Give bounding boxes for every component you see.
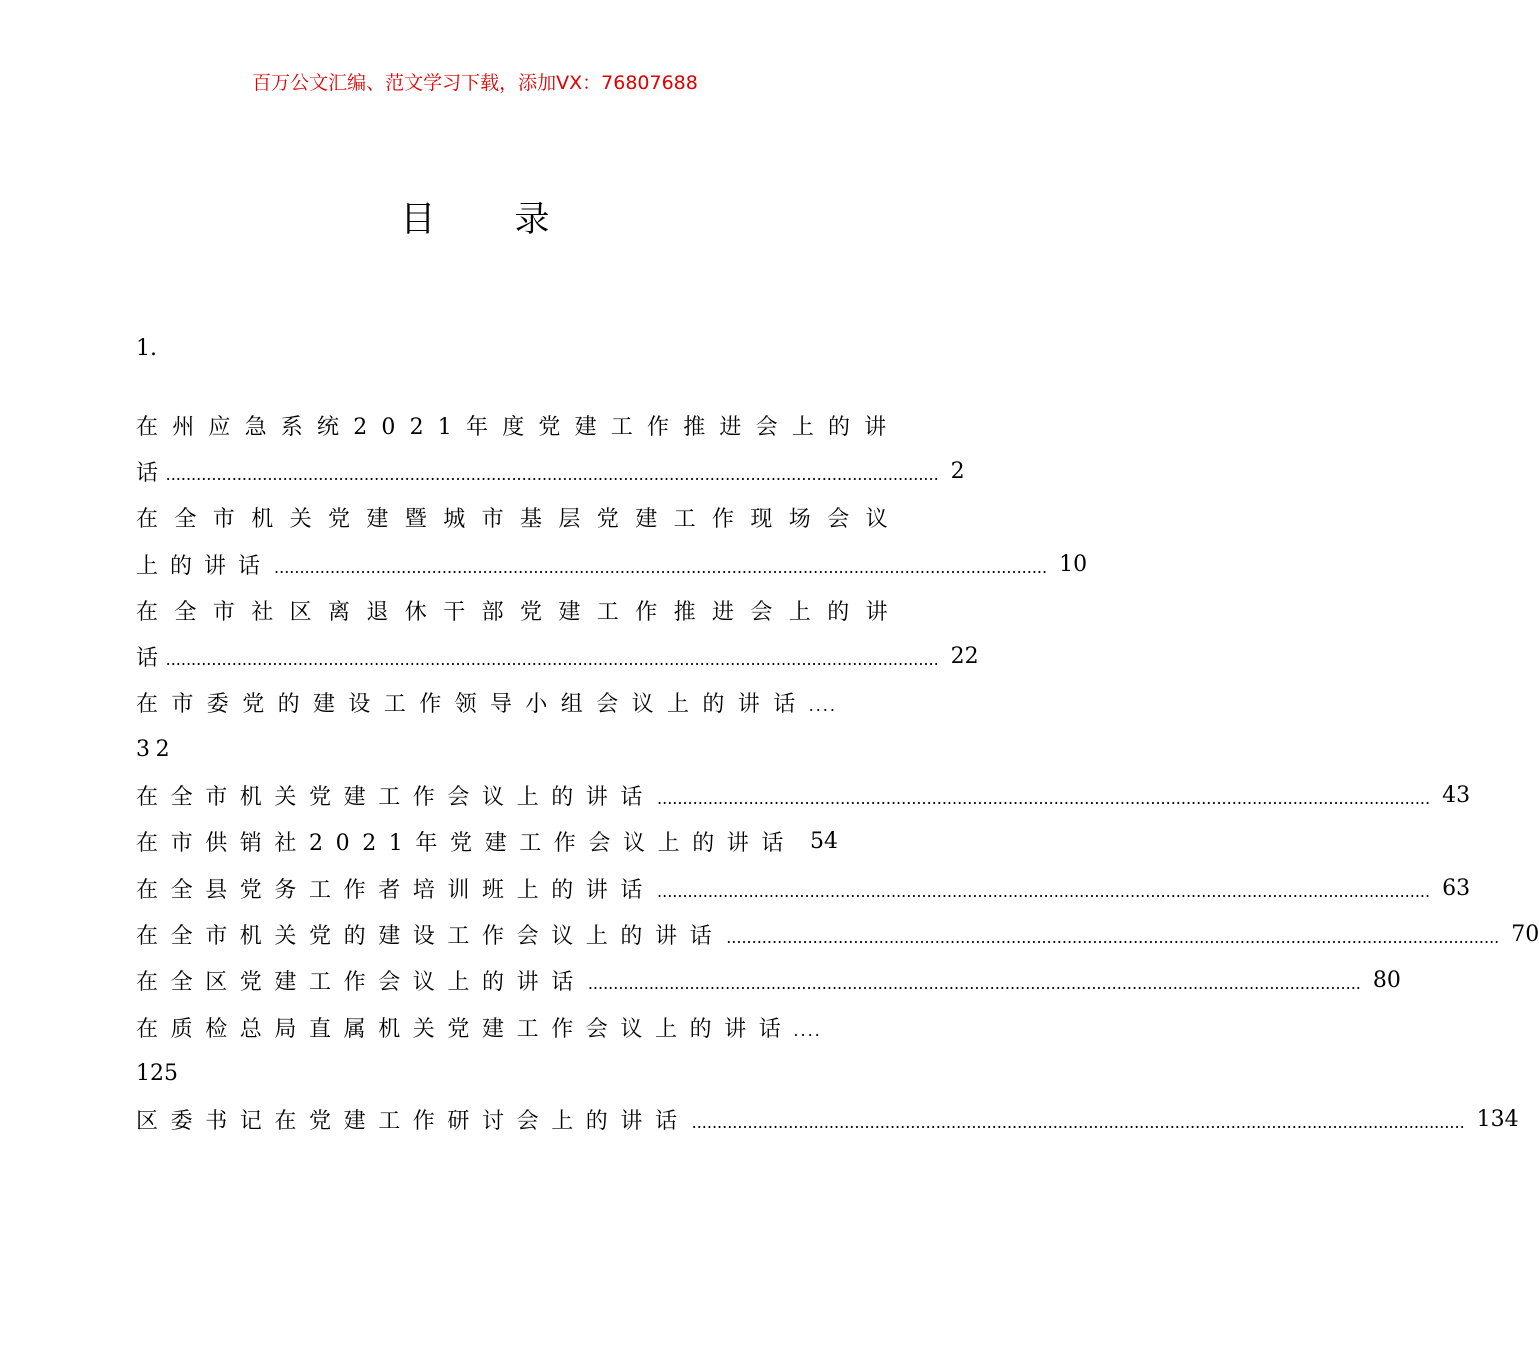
toc-entry-title: 在市供销社2021年党建工作会议上的讲话	[136, 831, 796, 857]
toc-leader-dots: ....	[808, 696, 837, 716]
toc-entry-title: 在全市机关党建工作会议上的讲话	[136, 785, 656, 811]
toc-entry-title: 在州应急系统2021年度党建工作推进会上的讲	[136, 414, 901, 440]
toc-entry-title: 在全市机关党的建设工作会议上的讲话	[136, 923, 725, 949]
page-title: 目 录	[400, 200, 584, 240]
toc-leader-dots: ........................................................................................................................................................	[657, 789, 1431, 809]
toc-leader-dots: ........................................................................................................................................................	[165, 650, 939, 670]
toc-entry-title: 在全区党建工作会议上的讲话	[136, 970, 586, 996]
toc-page-number: 22	[950, 644, 979, 670]
toc-leader-dots: ........................................................................................................................................................	[726, 927, 1500, 947]
toc-entry-line[interactable]	[136, 402, 901, 448]
toc-page-number: 54	[810, 829, 838, 855]
toc-entry-line[interactable]	[136, 958, 1401, 1004]
toc-leader-dots: ........................................................................................................................................................	[657, 881, 1431, 901]
toc-entry-page: 125	[136, 1060, 178, 1086]
toc-entry-line[interactable]	[136, 448, 965, 494]
toc-entry-line[interactable]	[136, 1096, 1519, 1142]
toc-entry-title: 上的讲话	[136, 553, 273, 579]
toc-page-number: 80	[1372, 968, 1401, 994]
toc-entry-line[interactable]	[136, 911, 1539, 957]
watermark-header: 百万公文汇编、范文学习下载，添加VX：76807688	[252, 72, 698, 94]
toc-leader-dots: ........................................................................................................................................................	[691, 1113, 1465, 1133]
toc-entry-title: 在全市社区离退休干部党建工作推进会上的讲	[136, 599, 905, 625]
toc-page-number: 70	[1511, 921, 1539, 947]
toc-entry-line[interactable]	[136, 633, 979, 679]
toc-entry-line[interactable]	[136, 1004, 826, 1050]
toc-leader-dots: ....	[793, 1020, 822, 1040]
toc-leader-dots: ........................................................................................................................................................	[587, 974, 1361, 994]
toc-entry-page: 32	[136, 736, 176, 762]
toc-entry-line[interactable]	[136, 726, 826, 772]
toc-entry-title: 在质检总局直属机关党建工作会议上的讲话	[136, 1016, 794, 1042]
toc-entry-title: 话	[136, 460, 164, 486]
toc-leader-dots: ........................................................................................................................................................	[274, 557, 1048, 577]
toc-entry-line[interactable]	[136, 680, 837, 726]
toc-entry-title: 在全县党务工作者培训班上的讲话	[136, 877, 656, 903]
toc-entry-line[interactable]	[136, 1050, 826, 1096]
toc-entry-line[interactable]	[136, 865, 1471, 911]
toc-entry-title: 区委书记在党建工作研讨会上的讲话	[136, 1109, 690, 1135]
toc-entry-title: 话	[136, 646, 164, 672]
toc-entry-line[interactable]	[136, 541, 1088, 587]
toc-entry-title: 在市委党的建设工作领导小组会议上的讲话	[136, 692, 809, 718]
toc-entry-line[interactable]	[136, 495, 905, 541]
toc-entry-line[interactable]	[136, 587, 905, 633]
toc-page-number: 10	[1059, 551, 1088, 577]
toc-page-number: 43	[1442, 783, 1471, 809]
toc-entry-line[interactable]	[136, 819, 838, 865]
toc-page-number: 63	[1442, 875, 1471, 901]
section-number: 1.	[136, 336, 157, 361]
toc-page-number: 2	[950, 458, 965, 484]
toc-page-number: 134	[1476, 1107, 1519, 1133]
toc-entry-title: 在全市机关党建暨城市基层党建工作现场会议	[136, 507, 905, 533]
toc-entry-line[interactable]	[136, 772, 1471, 818]
toc-leader-dots: ........................................................................................................................................................	[165, 464, 939, 484]
toc-list	[136, 402, 1539, 1143]
